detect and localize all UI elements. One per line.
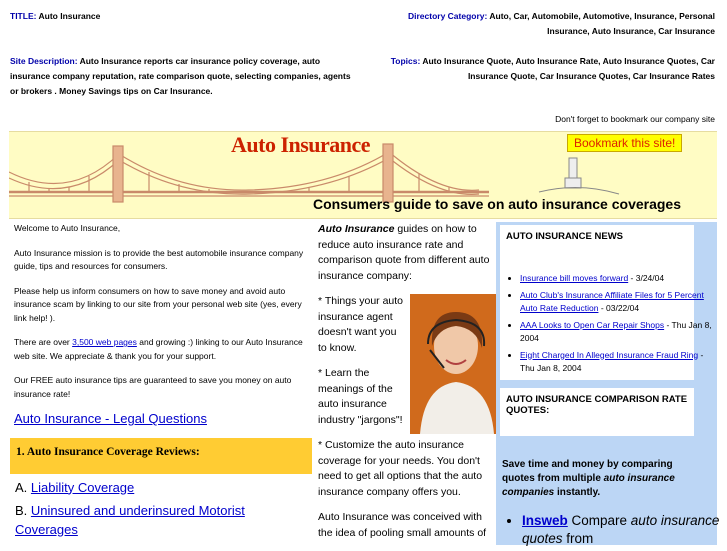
- coverage-reviews-heading: 1. Auto Insurance Coverage Reviews:: [10, 438, 312, 474]
- news-title: AUTO INSURANCE NEWS: [506, 231, 623, 242]
- news-item: [520, 272, 713, 286]
- compare-item-post: from: [562, 531, 594, 546]
- coverage-item: [15, 501, 308, 539]
- free-tips-text: Our FREE auto insurance tips are guaranteed to save you money on auto insurance rate!: [14, 375, 292, 399]
- news-link[interactable]: Auto Club's Insurance Affiliate Files for 5 Percent Auto Rate Reduction: [520, 289, 704, 313]
- meta-title: [10, 9, 100, 24]
- compare-text-pre: Save time and money by comparing quotes from multiple: [502, 459, 673, 484]
- intro-rest: guides on how to reduce auto insurance rate and comparison quote from different auto insurance company:: [318, 223, 490, 282]
- compare-text-em: auto insurance companies: [502, 473, 675, 498]
- bookmark-note: Don't forget to bookmark our company site: [555, 114, 715, 124]
- news-link[interactable]: AAA Looks to Open Car Repair Shops: [520, 319, 665, 330]
- agent-photo: [410, 294, 502, 434]
- comparison-text: [502, 458, 708, 500]
- tip-customize: * Customize the auto insurance coverage for your needs. You don't need to get all options that the auto insurance company offers you.: [318, 439, 483, 498]
- compare-item-pre: Compare: [567, 513, 631, 528]
- pages-text: [14, 336, 308, 363]
- news-date: - Thu Jan 8, 2004: [520, 349, 704, 373]
- web-pages-link[interactable]: 3,500 web pages: [72, 337, 137, 347]
- coverage-letter: B.: [15, 502, 28, 518]
- topics-value: Auto Insurance Quote, Auto Insurance Rate, Auto Insurance Quotes, Car Insurance Quote, Car Insurance Quotes, Car Insurance Rates: [422, 56, 715, 81]
- description-label: Site Description:: [10, 56, 78, 66]
- banner-tagline: Consumers guide to save on auto insurance coverages: [313, 196, 681, 212]
- mission-text: Auto Insurance mission is to provide the best automobile insurance company guide, tips and resources for consumers.: [14, 247, 304, 271]
- news-date: - 03/22/04: [598, 303, 640, 313]
- tip-jargons: * Learn the meanings of the auto insurance industry "jargons"!: [318, 367, 403, 426]
- bookmark-button[interactable]: Bookmark this site!: [567, 134, 682, 152]
- meta-site-description: [10, 54, 360, 99]
- intro-bold: Auto Insurance: [318, 223, 395, 235]
- compare-item-em: auto insurance quotes: [522, 513, 720, 546]
- news-link[interactable]: Eight Charged In Alleged Insurance Fraud Ring: [520, 349, 699, 360]
- news-item: [520, 349, 713, 376]
- welcome-text: Welcome to Auto Insurance,: [14, 223, 121, 233]
- liability-coverage-link[interactable]: Liability Coverage: [30, 479, 135, 495]
- description-value: Auto Insurance reports car insurance policy coverage, auto insurance company reputation, rate comparison quote, selecting companies, agents or brokers . Money Savings tips on Car Insurance.: [10, 56, 351, 96]
- tip-agent: * Things your auto insurance agent doesn't want you to know.: [318, 295, 404, 354]
- pages-text-post: and growing :) linking to our Auto Insurance web site. We appreciate & thank you for your support.: [14, 337, 303, 361]
- news-link[interactable]: Insurance bill moves forward: [520, 273, 629, 283]
- compare-text-post: instantly.: [554, 487, 601, 498]
- news-list: [508, 272, 713, 379]
- coverage-letter: A.: [15, 479, 28, 495]
- insweb-link[interactable]: Insweb: [522, 513, 568, 528]
- directory-value: Auto, Car, Automobile, Automotive, Insurance, Personal Insurance, Auto Insurance, Car Insurance: [489, 11, 715, 36]
- banner: [9, 131, 717, 219]
- comparison-item: [522, 512, 722, 548]
- news-item: [520, 319, 713, 346]
- meta-directory-category: [375, 9, 715, 39]
- news-date: - 3/24/04: [628, 273, 665, 283]
- pages-text-pre: There are over: [14, 337, 73, 347]
- comparison-list: [508, 512, 722, 548]
- middle-column: [318, 222, 494, 551]
- comparison-box: [500, 388, 694, 436]
- title-value: Auto Insurance: [38, 11, 101, 21]
- left-column: [10, 222, 308, 539]
- intro-text: [318, 222, 494, 284]
- right-sidebar: [496, 222, 720, 546]
- banner-title: Auto Insurance: [231, 132, 371, 157]
- meta-topics: [385, 54, 715, 84]
- uninsured-motorist-link[interactable]: Uninsured and underinsured Motorist Coverages: [15, 502, 245, 537]
- tip-conceived: Auto Insurance was conceived with the idea of pooling small amounts of: [318, 511, 487, 539]
- comparison-title: AUTO INSURANCE COMPARISON RATE QUOTES:: [506, 394, 688, 416]
- title-label: TITLE:: [10, 11, 37, 21]
- directory-label: Directory Category:: [407, 11, 488, 21]
- news-date: - Thu Jan 8, 2004: [520, 319, 712, 343]
- help-text: Please help us inform consumers on how to save money and avoid auto insurance scam by linking to our site from your personal web site (yes, every link help! ).: [14, 285, 302, 323]
- news-item: [520, 289, 713, 316]
- topics-label: Topics:: [390, 56, 421, 66]
- coverage-item: [15, 478, 308, 497]
- legal-questions-link[interactable]: Auto Insurance - Legal Questions: [14, 411, 207, 426]
